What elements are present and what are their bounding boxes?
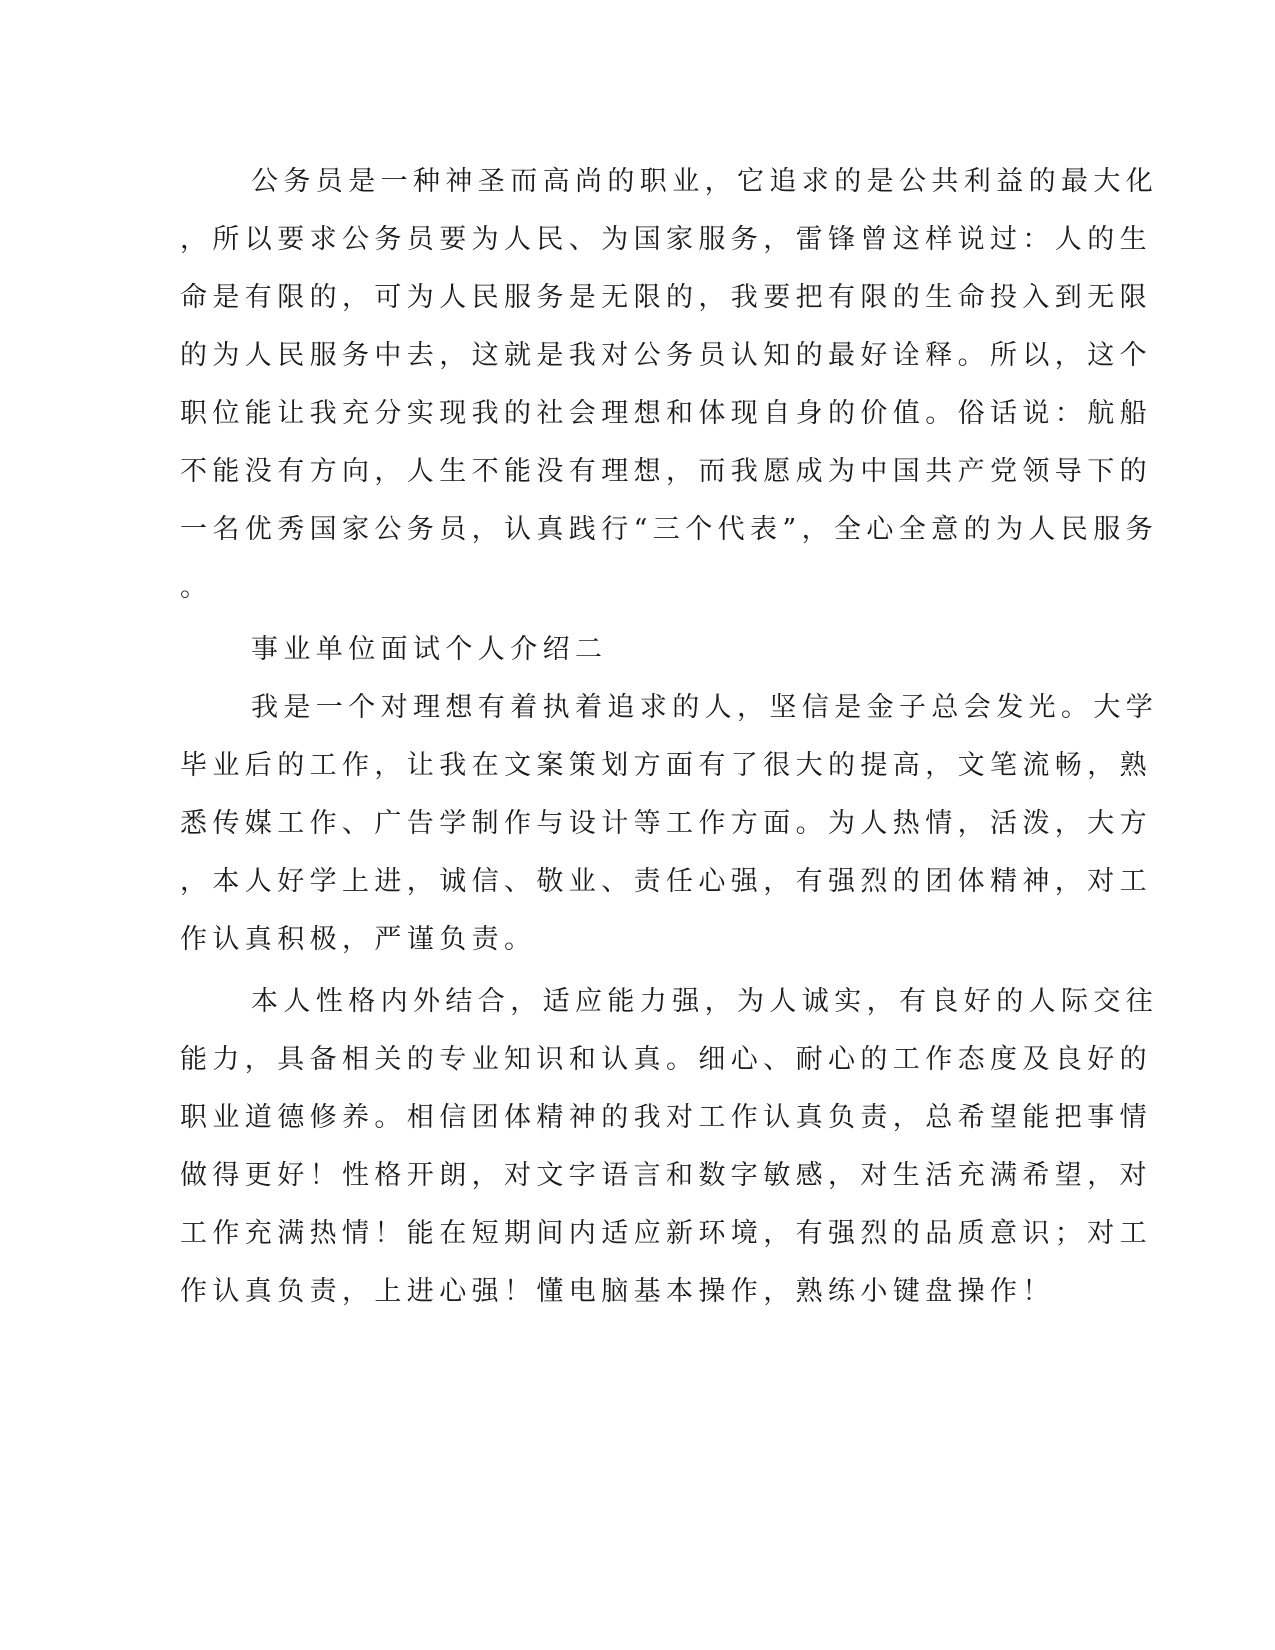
paragraph-1-line-1: 公务员是一种神圣而高尚的职业，它追求的是公共利益的最大化 xyxy=(251,166,1159,197)
paragraph-3-line-3: 职业道德修养。相信团体精神的我对工作认真负责，总希望能把事情 xyxy=(180,1102,1152,1133)
paragraph-3-line-1: 本人性格内外结合，适应能力强，为人诚实，有良好的人际交往 xyxy=(251,986,1159,1017)
paragraph-1-line-8: 。 xyxy=(180,572,213,603)
paragraph-3-line-4: 做得更好！性格开朗，对文字语言和数字敏感，对生活充满希望，对 xyxy=(180,1160,1152,1191)
paragraph-2-line-2: 毕业后的工作，让我在文案策划方面有了很大的提高，文笔流畅，熟 xyxy=(180,750,1152,781)
paragraph-2-line-1: 我是一个对理想有着执着追求的人，坚信是金子总会发光。大学 xyxy=(251,692,1159,723)
paragraph-3-line-5: 工作充满热情！能在短期间内适应新环境，有强烈的品质意识；对工 xyxy=(180,1218,1152,1249)
paragraph-2-line-3: 悉传媒工作、广告学制作与设计等工作方面。为人热情，活泼，大方 xyxy=(180,808,1152,839)
paragraph-1-line-7: 一名优秀国家公务员，认真践行“三个代表”，全心全意的为人民服务 xyxy=(180,514,1159,545)
paragraph-2-line-5: 作认真积极，严谨负责。 xyxy=(180,924,537,955)
section-heading-2: 事业单位面试个人介绍二 xyxy=(251,634,608,665)
paragraph-3-line-2: 能力，具备相关的专业知识和认真。细心、耐心的工作态度及良好的 xyxy=(180,1044,1152,1075)
paragraph-1-line-6: 不能没有方向，人生不能没有理想，而我愿成为中国共产党领导下的 xyxy=(180,456,1152,487)
paragraph-1-line-4: 的为人民服务中去，这就是我对公务员认知的最好诠释。所以，这个 xyxy=(180,340,1152,371)
paragraph-3-line-6: 作认真负责，上进心强！懂电脑基本操作，熟练小键盘操作！ xyxy=(180,1276,1055,1307)
paragraph-2-line-4: ，本人好学上进，诚信、敬业、责任心强，有强烈的团体精神，对工 xyxy=(180,866,1152,897)
paragraph-1-line-3: 命是有限的，可为人民服务是无限的，我要把有限的生命投入到无限 xyxy=(180,282,1152,313)
paragraph-1-line-5: 职位能让我充分实现我的社会理想和体现自身的价值。俗话说：航船 xyxy=(180,398,1152,429)
paragraph-1-line-2: ，所以要求公务员要为人民、为国家服务，雷锋曾这样说过：人的生 xyxy=(180,224,1152,255)
